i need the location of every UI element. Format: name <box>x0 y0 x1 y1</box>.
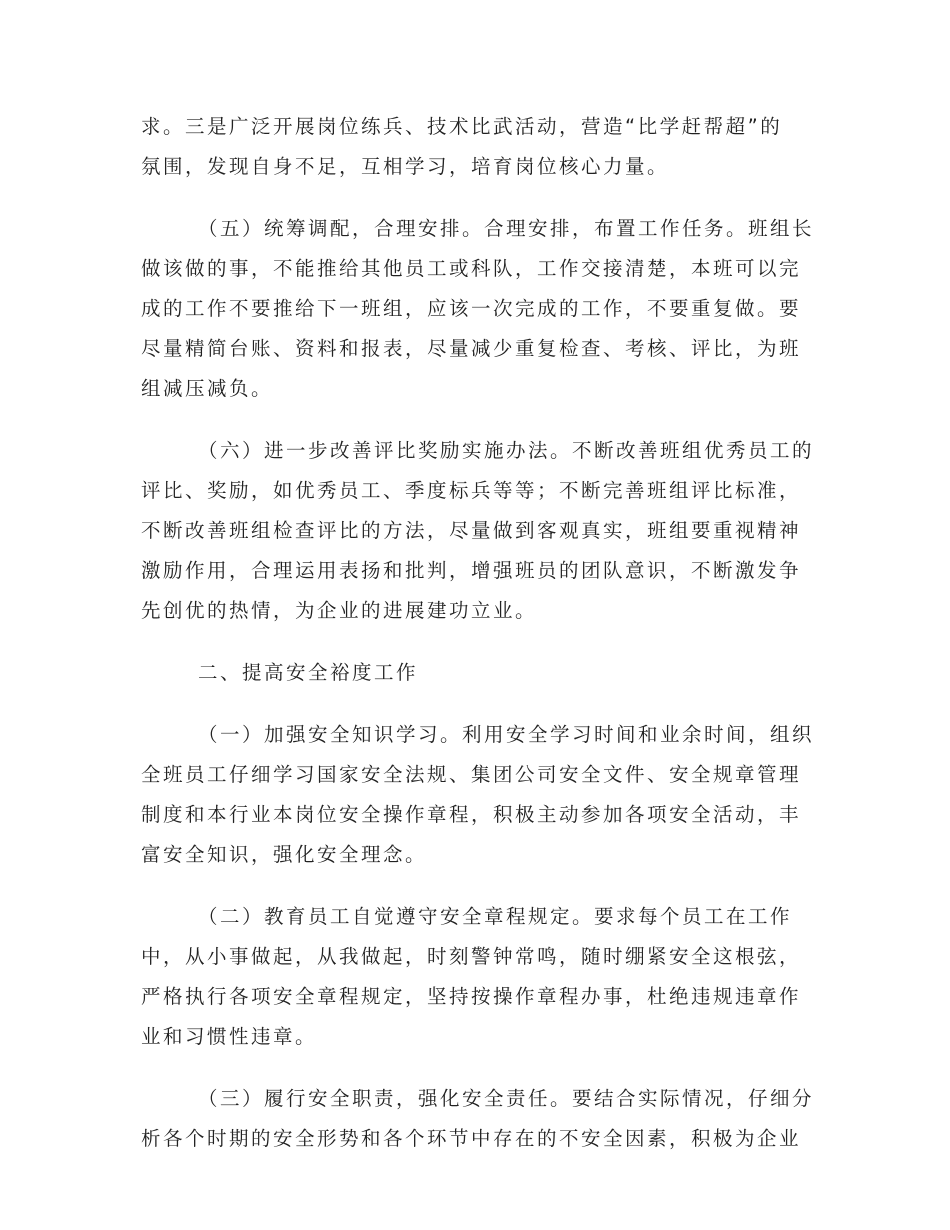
text-line: 尽量精简台账、资料和报表，尽量减少重复检查、考核、评比，为班 <box>141 337 802 360</box>
paragraph-item-5 <box>141 209 815 409</box>
text-line: （六）进一步改善评比奖励实施办法。不断改善班组优秀员工的 <box>198 439 815 462</box>
document-body <box>141 107 815 1181</box>
text-line: 激励作用，合理运用表扬和批判，增强班员的团队意识，不断激发争 <box>141 559 802 582</box>
text-line: 析各个时期的安全形势和各个环节中存在的不安全因素，积极为企业 <box>141 1127 802 1150</box>
paragraph-item-2 <box>141 897 809 1057</box>
text-line: 制度和本行业本岗位安全操作章程，积极主动参加各项安全活动，丰 <box>141 803 802 826</box>
text-line: （二）教育员工自觉遵守安全章程规定。要求每个员工在工作 <box>198 905 793 928</box>
paragraph-item-3 <box>141 1079 815 1159</box>
text-line: 求。三是广泛开展岗位练兵、技术比武活动，营造“比学赶帮超”的 <box>141 115 783 138</box>
text-line: 先创优的热情，为企业的进展建功立业。 <box>141 599 538 622</box>
section-heading <box>141 653 809 693</box>
text-line: 不断改善班组检查评比的方法，尽量做到客观真实，班组要重视精神 <box>141 519 802 542</box>
text-line: 严格执行各项安全章程规定，坚持按操作章程办事，杜绝违规违章作 <box>141 985 802 1008</box>
text-line: （五）统筹调配，合理安排。合理安排，布置工作任务。班组长 <box>198 217 815 240</box>
paragraph-continuation <box>141 107 809 187</box>
paragraph-item-6 <box>141 431 815 631</box>
text-line: 业和习惯性违章。 <box>141 1025 318 1048</box>
text-line: 氛围，发现自身不足，互相学习，培育岗位核心力量。 <box>141 155 670 178</box>
paragraph-item-1 <box>141 715 815 875</box>
text-line: 做该做的事，不能推给其他员工或科队，工作交接清楚，本班可以完 <box>141 257 802 280</box>
heading-line: 二、提高安全裕度工作 <box>198 661 419 684</box>
text-line: （三）履行安全职责，强化安全责任。要结合实际情况，仔细分 <box>198 1087 815 1110</box>
text-line: 全班员工仔细学习国家安全法规、集团公司安全文件、安全规章管理 <box>141 763 802 786</box>
text-line: 评比、奖励，如优秀员工、季度标兵等等；不断完善班组评比标准， <box>141 479 802 502</box>
text-line: 富安全知识，强化安全理念。 <box>141 843 428 866</box>
text-line: 成的工作不要推给下一班组，应该一次完成的工作，不要重复做。要 <box>141 297 802 320</box>
text-line: （一）加强安全知识学习。利用安全学习时间和业余时间，组织 <box>198 723 815 746</box>
text-line: 中，从小事做起，从我做起，时刻警钟常鸣，随时绷紧安全这根弦， <box>141 945 802 968</box>
text-line: 组减压减负。 <box>141 377 274 400</box>
